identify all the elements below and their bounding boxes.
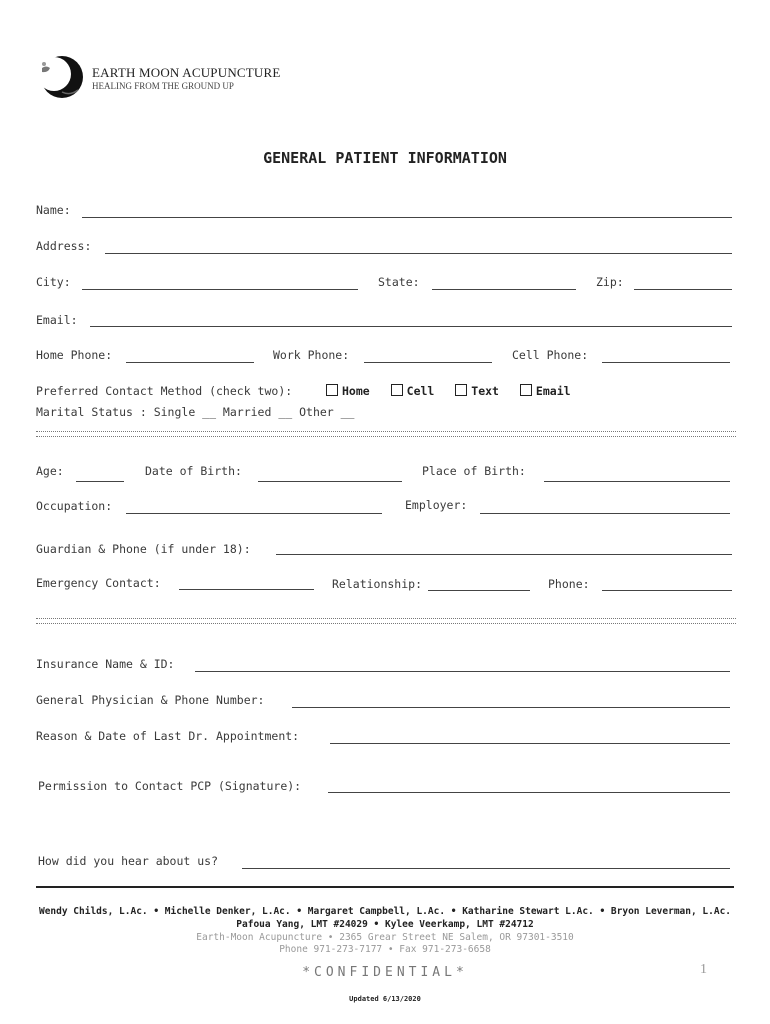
contact-option-text[interactable]: Text bbox=[455, 384, 513, 398]
last-appointment-label: Reason & Date of Last Dr. Appointment: bbox=[36, 729, 300, 743]
referral-field[interactable] bbox=[242, 868, 730, 869]
page-title: GENERAL PATIENT INFORMATION bbox=[263, 149, 507, 167]
address-field[interactable] bbox=[105, 253, 732, 254]
contact-option-home[interactable]: Home bbox=[326, 384, 384, 398]
city-label: City: bbox=[36, 275, 71, 289]
work-phone-field[interactable] bbox=[364, 362, 492, 363]
age-field[interactable] bbox=[76, 481, 124, 482]
address-line: Earth-Moon Acupuncture • 2365 Grear Street NE Salem, OR 97301-3510 bbox=[196, 932, 574, 943]
dob-label: Date of Birth: bbox=[145, 464, 242, 478]
phone-field[interactable] bbox=[602, 590, 732, 591]
physician-label: General Physician & Phone Number: bbox=[36, 693, 265, 707]
email-field[interactable] bbox=[90, 326, 732, 327]
logo bbox=[36, 52, 286, 102]
zip-label: Zip: bbox=[596, 275, 624, 289]
place-of-birth-field[interactable] bbox=[544, 481, 730, 482]
contact-option-cell[interactable]: Cell bbox=[391, 384, 449, 398]
preferred-contact-options bbox=[326, 384, 585, 398]
relationship-field[interactable] bbox=[428, 590, 530, 591]
age-label: Age: bbox=[36, 464, 64, 478]
checkbox-icon[interactable] bbox=[455, 384, 467, 396]
staff-line-1: Wendy Childs, L.Ac. • Michelle Denker, L.Ac. • Margaret Campbell, L.Ac. • Katharine Stewart L.Ac. • Bryon Leverman, L.Ac. bbox=[38, 906, 732, 917]
brand-tagline: HEALING FROM THE GROUND UP bbox=[92, 81, 234, 91]
guardian-label: Guardian & Phone (if under 18): bbox=[36, 542, 251, 556]
permission-signature-field[interactable] bbox=[328, 792, 730, 793]
name-field[interactable] bbox=[82, 217, 732, 218]
address-label: Address: bbox=[36, 239, 92, 253]
relationship-label: Relationship: bbox=[332, 577, 423, 591]
updated-date: Updated 6/13/2020 bbox=[349, 995, 421, 1003]
checkbox-icon[interactable] bbox=[326, 384, 338, 396]
divider bbox=[36, 431, 736, 437]
employer-field[interactable] bbox=[480, 513, 730, 514]
staff-line-2: Pafoua Yang, LMT #24029 • Kylee Veerkamp, LMT #24712 bbox=[236, 919, 534, 930]
divider bbox=[36, 618, 736, 624]
emergency-contact-label: Emergency Contact: bbox=[36, 576, 161, 590]
checkbox-icon[interactable] bbox=[391, 384, 403, 396]
marital-status: Marital Status : Single __ Married __ Other __ bbox=[36, 405, 355, 419]
page-number: 1 bbox=[700, 962, 707, 977]
employer-label: Employer: bbox=[405, 498, 468, 512]
email-label: Email: bbox=[36, 313, 78, 327]
checkbox-icon[interactable] bbox=[520, 384, 532, 396]
occupation-field[interactable] bbox=[126, 513, 382, 514]
guardian-field[interactable] bbox=[276, 554, 732, 555]
moon-logo-icon bbox=[36, 52, 88, 102]
insurance-field[interactable] bbox=[195, 671, 730, 672]
permission-label: Permission to Contact PCP (Signature): bbox=[38, 779, 302, 793]
preferred-contact-label: Preferred Contact Method (check two): bbox=[36, 384, 293, 398]
phone-label: Phone: bbox=[548, 577, 590, 591]
phone-line: Phone 971-273-7177 • Fax 971-273-6658 bbox=[279, 944, 491, 955]
contact-option-email[interactable]: Email bbox=[520, 384, 585, 398]
work-phone-label: Work Phone: bbox=[273, 348, 350, 362]
dob-field[interactable] bbox=[258, 481, 402, 482]
home-phone-label: Home Phone: bbox=[36, 348, 113, 362]
cell-phone-field[interactable] bbox=[602, 362, 730, 363]
home-phone-field[interactable] bbox=[126, 362, 254, 363]
cell-phone-label: Cell Phone: bbox=[512, 348, 589, 362]
state-label: State: bbox=[378, 275, 420, 289]
name-label: Name: bbox=[36, 203, 71, 217]
insurance-label: Insurance Name & ID: bbox=[36, 657, 175, 671]
brand-name: EARTH MOON ACUPUNCTURE bbox=[92, 65, 281, 80]
emergency-contact-field[interactable] bbox=[179, 589, 314, 590]
referral-label: How did you hear about us? bbox=[38, 854, 219, 868]
occupation-label: Occupation: bbox=[36, 499, 113, 513]
city-field[interactable] bbox=[82, 289, 358, 290]
physician-field[interactable] bbox=[292, 707, 730, 708]
place-of-birth-label: Place of Birth: bbox=[422, 464, 526, 478]
last-appointment-field[interactable] bbox=[330, 743, 730, 744]
state-field[interactable] bbox=[432, 289, 576, 290]
footer-divider bbox=[36, 886, 734, 888]
confidential-label: *CONFIDENTIAL* bbox=[302, 965, 468, 980]
zip-field[interactable] bbox=[634, 289, 732, 290]
